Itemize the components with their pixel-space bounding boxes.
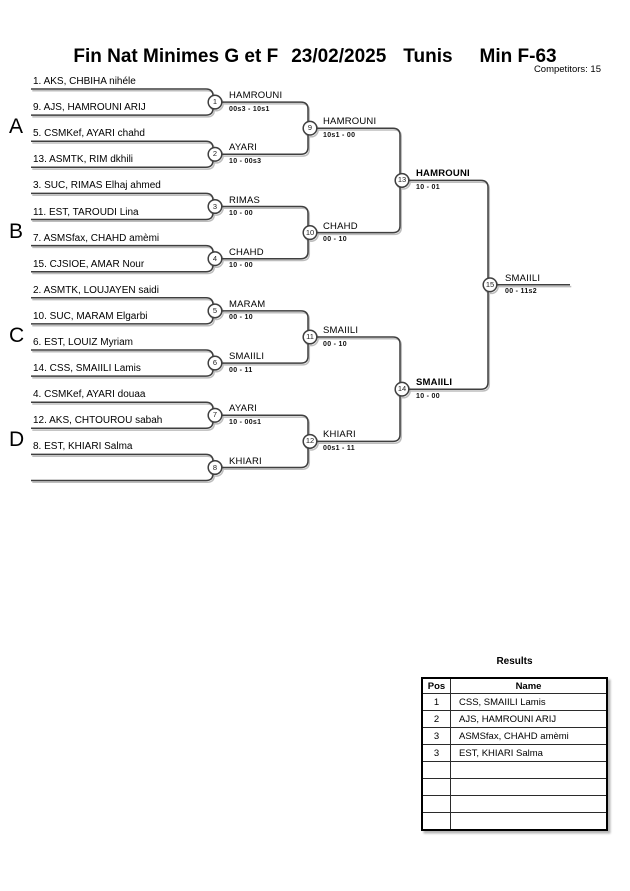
results-row [422, 728, 607, 745]
match-number: 13 [397, 175, 407, 185]
result-pos [422, 813, 451, 831]
match-score: 10 - 00s3 [229, 157, 262, 165]
result-name [451, 796, 608, 813]
match-score: 10 - 00 [229, 210, 253, 217]
match-score: 10 - 00 [229, 262, 253, 270]
match-score: 00 - 10 [229, 314, 253, 322]
title-city: Tunis [403, 46, 453, 67]
title-event: Fin Nat Minimes G et F [73, 46, 279, 67]
results-col-pos: Pos [422, 678, 451, 694]
match-number: 10 [305, 227, 315, 237]
result-pos: 1 [422, 694, 451, 711]
match-winner-label: AYARI [229, 142, 258, 154]
bracket-entry: 15. CJSIOE, AMAR Nour [33, 258, 145, 270]
match-winner-label: HAMROUNI [323, 116, 377, 128]
match-winner-label: SMAIILI [505, 272, 541, 284]
result-name: CSS, SMAIILI Lamis [451, 694, 608, 711]
results-table [421, 677, 608, 831]
results-col-name: Name [451, 678, 608, 694]
match-score: 10s1 - 00 [323, 131, 356, 139]
match-number: 7 [212, 410, 218, 420]
bracket-entry: 13. ASMTK, RIM dkhili [33, 154, 134, 166]
match-winner-label: MARAM [229, 298, 266, 310]
match-number: 1 [212, 97, 218, 107]
bracket-entry: 1. AKS, CHBIHA nihéle [33, 76, 136, 87]
match-winner-label: CHAHD [323, 220, 358, 232]
result-pos [422, 779, 451, 796]
match-number: 6 [212, 358, 218, 368]
match-score: 00 - 11 [229, 366, 253, 374]
result-name [451, 779, 608, 796]
bracket-entry: 7. ASMSfax, CHAHD amèmi [33, 232, 160, 244]
bracket-entry: 2. ASMTK, LOUJAYEN saidi [33, 284, 159, 296]
match-number: 12 [305, 436, 315, 446]
match-number: 15 [485, 279, 495, 289]
match-number: 3 [212, 201, 218, 211]
competitors-count: Competitors: 15 [533, 64, 601, 75]
match-winner-label: AYARI [229, 403, 258, 415]
match-winner-label: HAMROUNI [416, 168, 470, 180]
result-pos [422, 762, 451, 779]
results-title: Results [496, 656, 533, 667]
bracket-entry: 4. CSMKef, AYARI douaa [33, 389, 146, 401]
result-pos: 3 [422, 745, 451, 762]
match-score: 00 - 10 [323, 236, 347, 244]
results-row [422, 796, 607, 813]
match-winner-label: SMAIILI [323, 325, 359, 336]
bracket-entry: 12. AKS, CHTOUROU sabah [33, 415, 163, 427]
bracket-entry: 3. SUC, RIMAS Elhaj ahmed [33, 180, 161, 192]
bracket-entry: 11. EST, TAROUDI Lina [33, 206, 139, 218]
match-winner-label: RIMAS [229, 194, 261, 206]
match-winner-label: HAMROUNI [229, 90, 283, 102]
result-name: EST, KHIARI Salma [451, 745, 608, 762]
results-row [422, 762, 607, 779]
match-score: 10 - 00 [416, 392, 440, 400]
title-category: Min F-63 [479, 46, 557, 67]
group-label-b: B [9, 219, 24, 243]
match-number: 8 [212, 462, 218, 472]
bracket-entry: 10. SUC, MARAM Elgarbi [33, 310, 148, 322]
result-pos: 3 [422, 728, 451, 745]
result-name [451, 813, 608, 831]
results-header-row [422, 678, 607, 694]
match-score: 00 - 10 [323, 340, 347, 348]
result-name [451, 762, 608, 779]
match-score: 10 - 01 [416, 183, 440, 191]
bracket-entry: 6. EST, LOUIZ Myriam [33, 337, 134, 348]
title-date: 23/02/2025 [291, 46, 387, 67]
match-number: 4 [212, 253, 218, 263]
results-row [422, 745, 607, 762]
match-number: 5 [212, 305, 218, 315]
match-winner-label: SMAIILI [416, 377, 453, 389]
match-score: 00 - 11s2 [505, 288, 537, 296]
result-pos: 2 [422, 711, 451, 728]
results-row [422, 694, 607, 711]
match-score: 00s1 - 11 [323, 444, 355, 452]
group-label-c: C [9, 324, 25, 347]
results-row [422, 711, 607, 728]
result-pos [422, 796, 451, 813]
group-label-d: D [9, 428, 25, 452]
match-winner-label: SMAIILI [229, 351, 265, 363]
match-winner-label: CHAHD [229, 246, 264, 258]
results-row [422, 813, 607, 831]
result-name: ASMSfax, CHAHD amèmi [451, 728, 608, 745]
bracket-entry: 14. CSS, SMAIILI Lamis [33, 363, 141, 375]
group-label-a: A [9, 115, 24, 139]
match-number: 2 [212, 149, 218, 159]
result-name: AJS, HAMROUNI ARIJ [451, 711, 608, 728]
bracket-entry: 5. CSMKef, AYARI chahd [33, 128, 145, 140]
bracket-entry: 9. AJS, HAMROUNI ARIJ [33, 102, 146, 114]
results-row [422, 779, 607, 796]
match-number: 9 [307, 123, 313, 133]
match-number: 11 [306, 332, 314, 341]
match-winner-label: KHIARI [229, 455, 262, 467]
match-number: 14 [397, 384, 407, 394]
bracket-entry: 8. EST, KHIARI Salma [33, 441, 133, 453]
match-winner-label: KHIARI [323, 429, 356, 441]
match-score: 10 - 00s1 [229, 418, 262, 426]
match-score: 00s3 - 10s1 [229, 105, 270, 113]
